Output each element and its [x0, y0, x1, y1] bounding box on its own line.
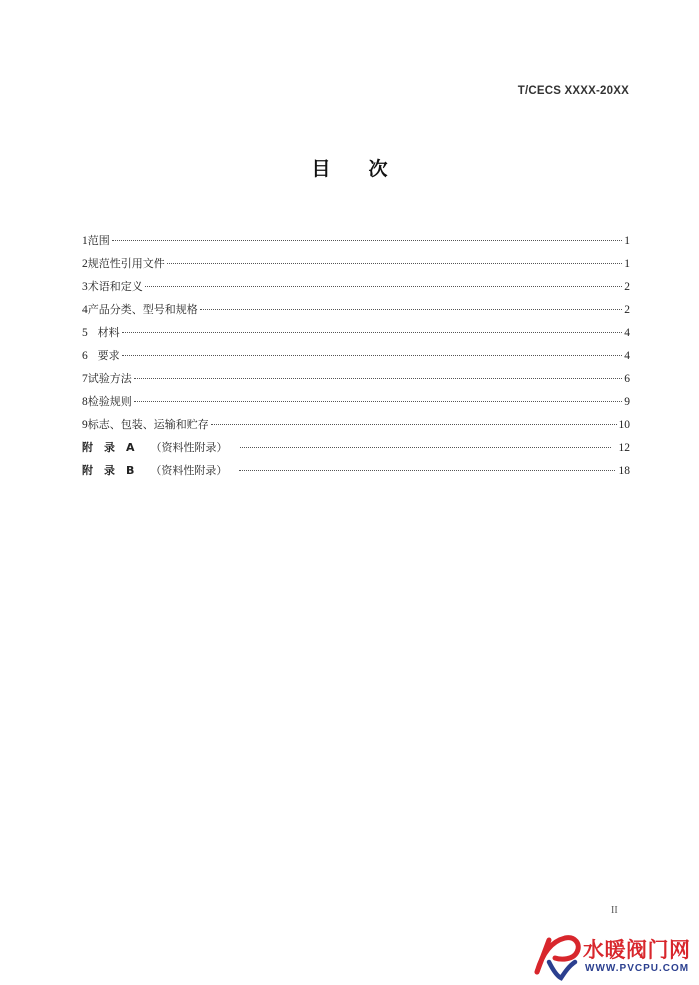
toc-entry-label: 标志、包装、运输和贮存 [87, 418, 209, 431]
toc-entry-number: 5 [82, 327, 91, 339]
leader-dots [211, 424, 617, 425]
toc-entry-page: 1 [624, 235, 630, 247]
toc-entry-label: 规范性引用文件 [87, 257, 165, 270]
leader-dots [134, 401, 623, 402]
toc-entry-classification[interactable] [82, 301, 630, 324]
toc-entry-appendix-b[interactable] [82, 462, 630, 485]
toc-entry-inspection-rules[interactable] [82, 393, 630, 416]
leader-dots [122, 332, 623, 333]
page-number: II [611, 905, 618, 916]
toc-entry-label: 范围 [87, 234, 110, 247]
toc-entry-page: 9 [624, 396, 630, 408]
toc-entry-page: 2 [624, 304, 630, 316]
toc-entry-normative-references[interactable] [82, 255, 630, 278]
leader-dots [112, 240, 623, 241]
toc-entry-page: 1 [624, 258, 630, 270]
toc-entry-label: 要求 [90, 349, 120, 362]
toc-entry-number: 9 [82, 419, 88, 431]
toc-entry-number: 3 [82, 281, 88, 293]
toc-entry-page: 4 [624, 327, 630, 339]
page-title: 目 次 [311, 158, 388, 180]
toc-entry-label: 检验规则 [87, 395, 132, 408]
toc-entry-appendix-a[interactable] [82, 439, 630, 462]
watermark [527, 928, 699, 985]
toc-entry-page: 4 [624, 350, 630, 362]
watermark-name: 水暖阀门网 [583, 938, 691, 962]
toc-entry-page: 12 [618, 442, 630, 454]
toc-entry-page: 6 [624, 373, 630, 385]
toc-entry-test-methods[interactable] [82, 370, 630, 393]
document-code: T/CECS XXXX-20XX [517, 85, 629, 97]
toc-entry-number: 7 [82, 373, 88, 385]
leader-dots [240, 447, 611, 448]
appendix-label: 附 录 B [82, 464, 135, 477]
leader-dots [239, 470, 614, 471]
table-of-contents [82, 232, 630, 485]
leader-dots [122, 355, 623, 356]
watermark-url: WWW.PVCPU.COM [585, 963, 690, 974]
pv-logo-icon [527, 928, 583, 984]
toc-entry-label: 术语和定义 [87, 280, 143, 293]
toc-entry-label: 材料 [90, 326, 120, 339]
leader-dots [167, 263, 623, 264]
toc-entry-marking-packaging[interactable] [82, 416, 630, 439]
toc-entry-materials[interactable] [82, 324, 630, 347]
toc-entry-page: 10 [618, 419, 630, 431]
toc-entry-label: 产品分类、型号和规格 [87, 303, 198, 316]
toc-entry-number: 2 [82, 258, 88, 270]
toc-entry-scope[interactable] [82, 232, 630, 255]
appendix-type: （资料性附录） [150, 441, 228, 454]
toc-entry-terms-definitions[interactable] [82, 278, 630, 301]
appendix-type: （资料性附录） [150, 464, 228, 477]
leader-dots [200, 309, 623, 310]
appendix-label: 附 录 A [82, 441, 135, 454]
toc-entry-page: 18 [618, 465, 630, 477]
toc-entry-number: 1 [82, 235, 88, 247]
toc-entry-number: 4 [82, 304, 88, 316]
toc-entry-page: 2 [624, 281, 630, 293]
toc-entry-number: 8 [82, 396, 88, 408]
leader-dots [145, 286, 623, 287]
toc-entry-requirements[interactable] [82, 347, 630, 370]
toc-entry-number: 6 [82, 350, 91, 362]
toc-entry-label: 试验方法 [87, 372, 132, 385]
leader-dots [134, 378, 623, 379]
